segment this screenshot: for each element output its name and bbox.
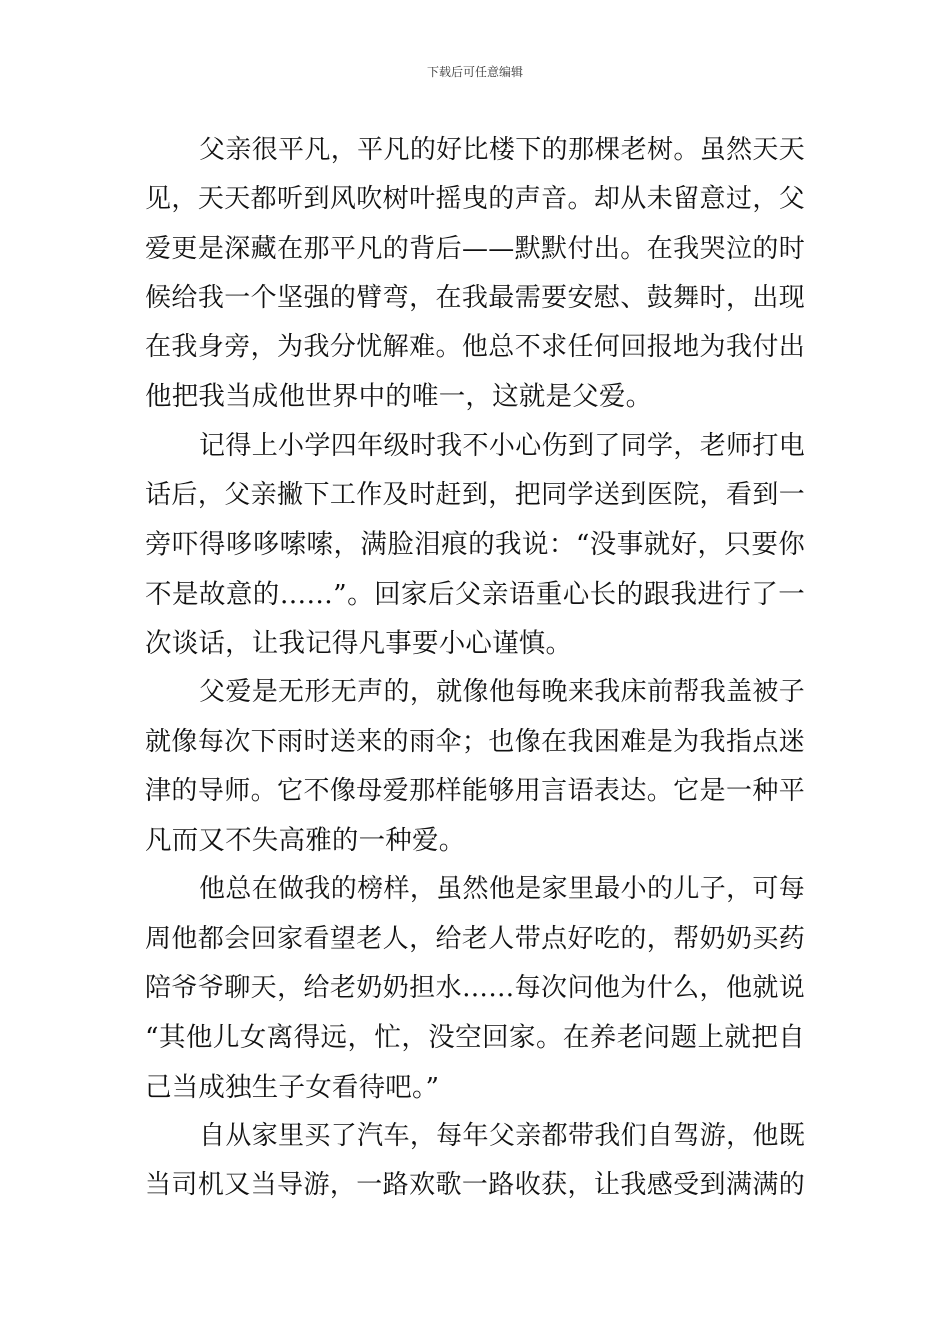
text-line: 凡而又不失高雅的一种爱。 (145, 825, 466, 857)
text-line: 在我身旁，为我分忧解难。他总不求任何回报地为我付出 (145, 332, 805, 363)
text-line: 见，天天都听到风吹树叶摇曳的声音。却从未留意过，父 (145, 184, 805, 215)
text-line: 爱更是深藏在那平凡的背后——默默付出。在我哭泣的时 (145, 233, 805, 264)
page-header: 下载后可任意编辑 (426, 65, 523, 79)
text-line: 他把我当成他世界中的唯一，这就是父爱。 (145, 381, 653, 413)
text-line: 当司机又当导游，一路欢歌一路收获，让我感受到满满的 (145, 1170, 805, 1201)
text-line: 己当成独生子女看待吧。” (145, 1071, 440, 1103)
text-line: 不是故意的……”。回家后父亲语重心长的跟我进行了一 (145, 578, 805, 610)
text-line: 候给我一个坚强的臂弯，在我最需要安慰、鼓舞时，出现 (145, 282, 805, 313)
text-line: 自从家里买了汽车，每年父亲都带我们自驾游，他既 (199, 1120, 805, 1151)
body-text (145, 126, 805, 1211)
text-line: 津的导师。它不像母爱那样能够用言语表达。它是一种平 (145, 775, 805, 806)
text-line: 陪爷爷聊天，给老奶奶担水……每次问他为什么，他就说 (145, 973, 805, 1004)
text-line: 旁吓得哆哆嗦嗦，满脸泪痕的我说：“没事就好，只要你 (145, 529, 805, 561)
text-line: 话后，父亲撇下工作及时赶到，把同学送到医院，看到一 (145, 480, 805, 511)
text-line: “其他儿女离得远，忙，没空回家。在养老问题上就把自 (145, 1022, 805, 1054)
text-line: 记得上小学四年级时我不小心伤到了同学，老师打电 (199, 430, 805, 461)
text-line: 就像每次下雨时送来的雨伞；也像在我困难是为我指点迷 (145, 726, 805, 757)
text-line: 父亲很平凡，平凡的好比楼下的那棵老树。虽然天天 (199, 135, 805, 165)
text-line: 他总在做我的榜样，虽然他是家里最小的儿子，可每 (199, 874, 805, 905)
text-line: 父爱是无形无声的，就像他每晚来我床前帮我盖被子 (199, 677, 805, 708)
text-line: 周他都会回家看望老人，给老人带点好吃的，帮奶奶买药 (145, 923, 805, 954)
text-line: 次谈话，让我记得凡事要小心谨慎。 (145, 627, 573, 659)
